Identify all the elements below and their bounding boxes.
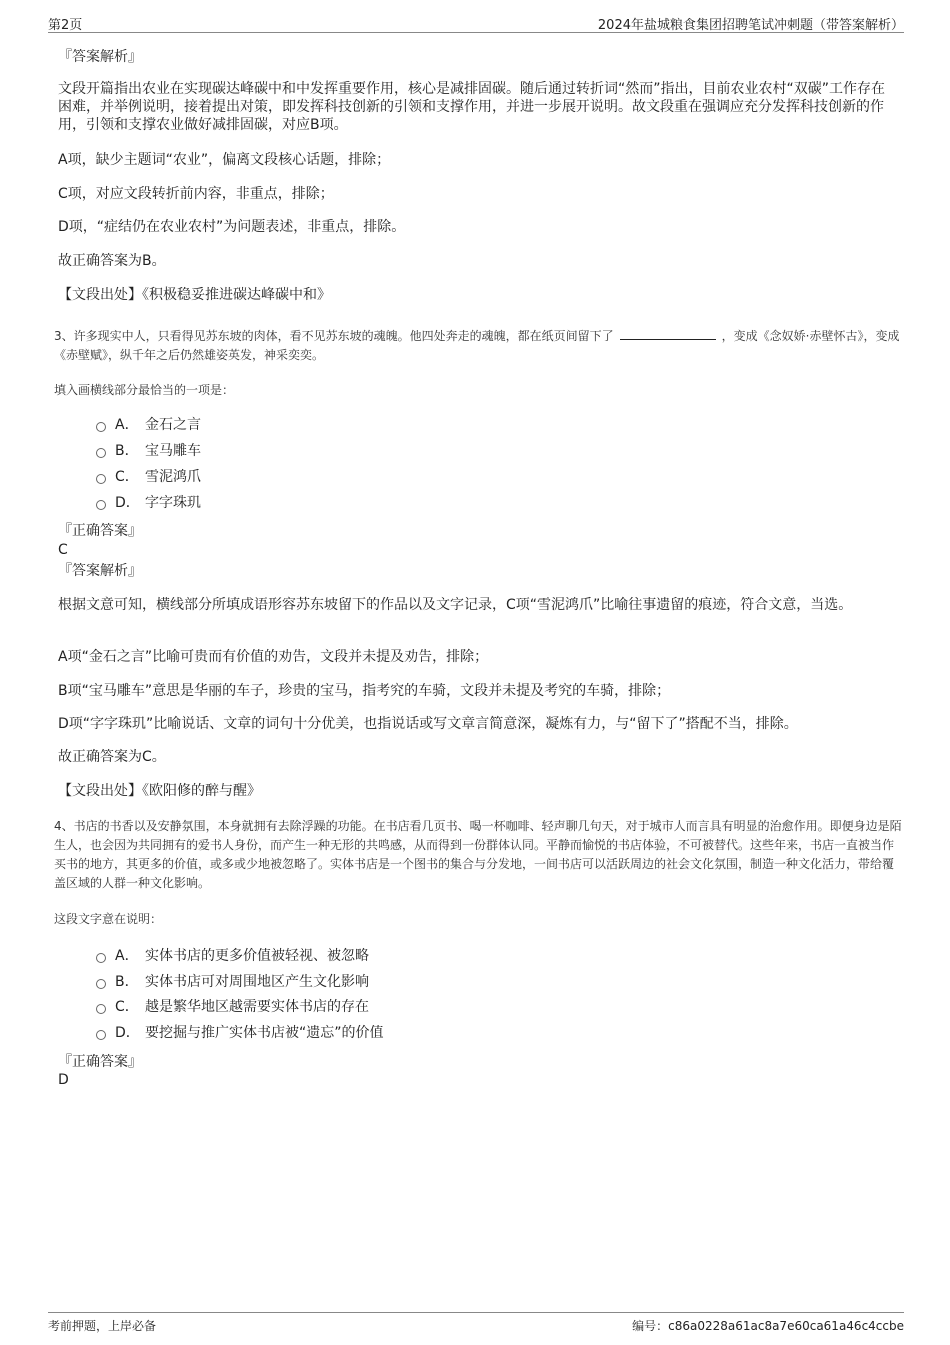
q4-option-a[interactable]: A． 实体书店的更多价值被轻视、被忽略 bbox=[96, 946, 369, 966]
q2-analysis-heading: 『答案解析』 bbox=[58, 49, 142, 65]
q2-conclusion: 故正确答案为B。 bbox=[58, 253, 166, 269]
q4-prompt: 这段文字意在说明： bbox=[54, 912, 163, 926]
page-number: 第2页 bbox=[48, 18, 83, 33]
radio-icon[interactable] bbox=[96, 1030, 106, 1040]
radio-icon[interactable] bbox=[96, 474, 106, 484]
q3-prompt: 填入画横线部分最恰当的一项是： bbox=[54, 383, 235, 397]
q3-conclusion: 故正确答案为C。 bbox=[58, 749, 166, 765]
q3-option-c[interactable]: C． 雪泥鸿爪 bbox=[96, 467, 201, 487]
radio-icon[interactable] bbox=[96, 448, 106, 458]
radio-icon[interactable] bbox=[96, 979, 106, 989]
q3-analysis-text: 根据文意可知，横线部分所填成语形容苏东坡留下的作品以及文字记录，C项“雪泥鸿爪”比喻往事遗留的痕迹，符合文意，当选。 bbox=[58, 597, 853, 613]
q3-analysis-option-a: A项“金石之言”比喻可贵而有价值的劝告，文段并未提及劝告，排除； bbox=[58, 649, 489, 665]
q3-answer: C bbox=[58, 542, 68, 558]
q2-source: 【文段出处】《积极稳妥推进碳达峰碳中和》 bbox=[58, 287, 331, 303]
document-title: 2024年盐城粮食集团招聘笔试冲刺题（带答案解析） bbox=[597, 18, 904, 33]
q2-analysis-option-c: C项，对应文段转折前内容，非重点，排除； bbox=[58, 186, 334, 202]
q2-analysis-option-d: D项，“症结仍在农业农村”为问题表述，非重点，排除。 bbox=[58, 219, 406, 235]
q4-option-d[interactable]: D． 要挖掘与推广实体书店被“遗忘”的价值 bbox=[96, 1023, 384, 1043]
q3-stem-before: 3、许多现实中人，只看得见苏东坡的肉体，看不见苏东坡的魂魄。他四处奔走的魂魄，都在纸页间留下了 bbox=[54, 329, 614, 343]
q4-option-b[interactable]: B． 实体书店可对周围地区产生文化影响 bbox=[96, 972, 369, 992]
radio-icon[interactable] bbox=[96, 1004, 106, 1014]
q3-option-b[interactable]: B． 宝马雕车 bbox=[96, 441, 201, 461]
q3-source: 【文段出处】《欧阳修的醉与醒》 bbox=[58, 783, 261, 799]
document-id: 编号：c86a0228a61ac8a7e60ca61a46c4ccbe bbox=[632, 1319, 904, 1333]
q3-answer-blank bbox=[620, 327, 716, 340]
q3-analysis-heading: 『答案解析』 bbox=[58, 563, 142, 579]
radio-icon[interactable] bbox=[96, 500, 106, 510]
q4-answer: D bbox=[58, 1072, 69, 1088]
q4-stem: 4、书店的书香以及安静氛围，本身就拥有去除浮躁的功能。在书店看几页书、喝一杯咖啡、轻声聊几句天，对于城市人而言具有明显的治愈作用。即便身边是陌生人，也会因为共同拥有的爱书人身份，而产生一种无形的共鸣感，从而得到一份群体认同。平静而愉悦的书店体验，不可被替代。这些年来，书店一直被当作买书的地方，其更多的价值，或多或少地被忽略了。实体书店是一个图书的集合与分发地，一间书店可以活跃周边的社会文化氛围，制造一种文化活力，带给覆盖区域的人群一种文化影响。 bbox=[54, 819, 902, 890]
footer-slogan: 考前押题，上岸必备 bbox=[48, 1319, 157, 1333]
radio-icon[interactable] bbox=[96, 422, 106, 432]
q2-analysis-option-a: A项，缺少主题词“农业”，偏离文段核心话题，排除； bbox=[58, 152, 391, 168]
q3-option-a[interactable]: A． 金石之言 bbox=[96, 415, 201, 435]
q3-answer-heading: 『正确答案』 bbox=[58, 523, 142, 539]
q3-analysis-option-b: B项“宝马雕车”意思是华丽的车子，珍贵的宝马，指考究的车骑，文段并未提及考究的车骑，排除； bbox=[58, 683, 671, 699]
page-footer bbox=[48, 1312, 904, 1335]
q2-analysis-text: 文段开篇指出农业在实现碳达峰碳中和中发挥重要作用，核心是减排固碳。随后通过转折词“然而”指出，目前农业农村“双碳”工作存在困难，并举例说明，接着提出对策，即发挥科技创新的引领和支撑作用，并进一步展开说明。故文段重在强调应充分发挥科技创新的作用，引领和支撑农业做好减排固碳，对应B项。 bbox=[58, 81, 886, 133]
q4-answer-heading: 『正确答案』 bbox=[58, 1054, 142, 1070]
q4-option-c[interactable]: C． 越是繁华地区越需要实体书店的存在 bbox=[96, 997, 369, 1017]
q3-stem bbox=[54, 327, 902, 365]
q3-option-d[interactable]: D． 字字珠玑 bbox=[96, 493, 201, 513]
q3-stem-after: ，变成《念奴娇·赤壁怀古》，变成《赤壁赋》，纵千年之后仍然雄姿英发，神采奕奕。 bbox=[54, 329, 900, 362]
radio-icon[interactable] bbox=[96, 953, 106, 963]
q3-analysis-option-d: D项“字字珠玑”比喻说话、文章的词句十分优美，也指说话或写文章言简意深，凝炼有力，与“留下了”搭配不当，排除。 bbox=[58, 716, 798, 732]
page-header bbox=[48, 14, 904, 33]
